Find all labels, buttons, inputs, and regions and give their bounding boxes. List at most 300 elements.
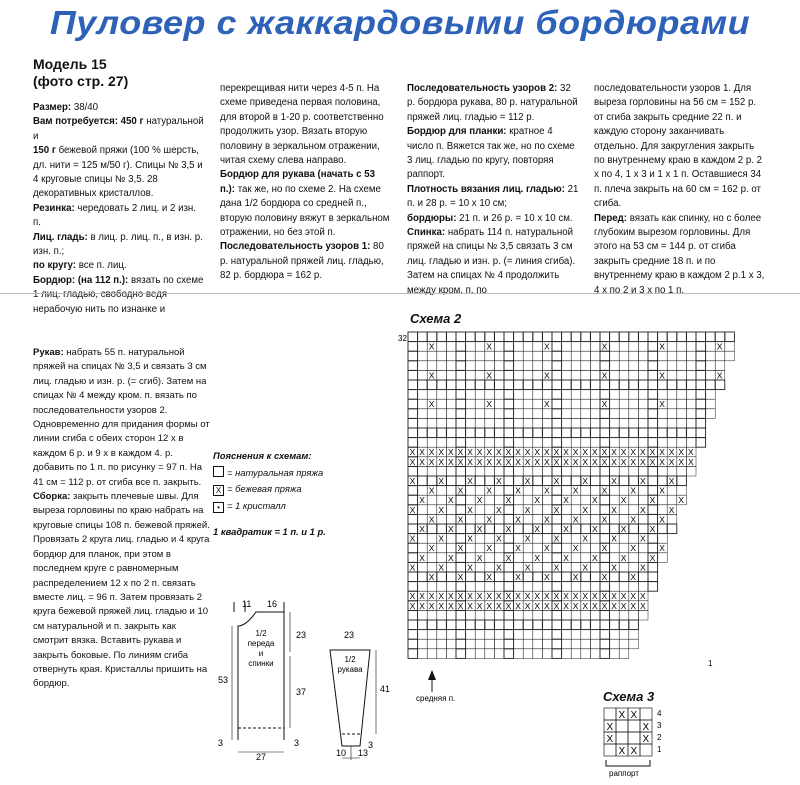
chart-cell [408,370,418,380]
chart-cell [648,505,658,515]
chart-cell [418,610,428,620]
chart-cell [552,610,562,620]
chart-cell [504,639,514,649]
col3-heading: Спинка: [407,227,446,239]
chart-cell [667,466,677,476]
chart-cell [485,380,495,390]
beige-stitch-mark: X [630,572,637,582]
chart-cell [533,534,543,544]
chart-cell [475,332,485,342]
front-fold-left: 3 [218,738,224,748]
chart-cell [456,630,466,640]
chart-cell [504,409,514,419]
beige-stitch-mark: X [659,370,665,381]
chart-cell [648,399,658,409]
chart-cell [523,572,533,582]
chart-cell [514,332,524,342]
beige-stitch-mark: X [640,447,646,458]
chart-cell [619,543,629,553]
page-title: Пуловер с жаккардовыми бордюрами [49,3,751,42]
scheme3-stitch-mark: X [642,734,650,745]
chart-cell [542,534,552,544]
beige-stitch-mark: X [457,591,464,602]
chart-cell [658,505,668,515]
beige-stitch-mark: X [428,341,435,352]
col1-paragraph [33,259,205,273]
beige-stitch-mark: X [467,476,473,486]
chart-cell [427,649,437,659]
chart-cell [629,418,639,428]
beige-stitch-mark: X [496,456,502,467]
chart-cell [658,476,668,486]
beige-swatch: X [213,485,224,496]
chart-cell [542,361,552,371]
chart-cell [408,524,418,534]
chart-cell [523,486,533,496]
chart-cell [456,476,466,486]
beige-stitch-mark: X [419,456,425,467]
chart-cell [504,572,514,582]
chart-cell [523,630,533,640]
beige-stitch-mark: X [524,504,531,515]
chart-cell [475,562,485,572]
chart-cell [408,639,418,649]
chart-cell [552,438,562,448]
col2-paragraph [220,82,390,168]
text-column-1 [33,101,205,317]
front-width1: 11 [242,599,252,609]
chart-cell [494,514,504,524]
chart-cell [590,572,600,582]
chart-cell [494,610,504,620]
scheme3-row-3: 3 [657,721,662,730]
beige-stitch-mark: X [534,495,541,506]
chart-cell [494,428,504,438]
chart-cell [571,524,581,534]
beige-stitch-mark: X [457,572,464,582]
chart-cell [494,630,504,640]
chart-cell [619,476,629,486]
col4-paragraph [594,212,766,298]
chart-cell [437,514,447,524]
beige-stitch-mark: X [505,495,512,506]
chart-cell [696,361,706,371]
beige-stitch-mark: X [563,495,569,506]
chart-cell [485,438,495,448]
chart-cell [590,486,600,496]
chart-cell [427,428,437,438]
chart-cell [658,466,668,476]
chart-cell [638,342,648,352]
beige-stitch-mark: X [496,447,502,458]
beige-stitch-mark: X [419,552,425,563]
sleeve-label-1: 1/2 [344,655,356,664]
beige-stitch-mark: X [534,447,541,458]
chart-cell [600,495,610,505]
chart-cell [696,342,706,352]
chart-cell [475,534,485,544]
chart-cell [408,514,418,524]
chart-cell [437,409,447,419]
chart-cell [677,409,687,419]
chart-cell [533,582,543,592]
chart-cell [610,466,620,476]
chart-cell [418,399,428,409]
chart-cell [446,505,456,515]
col4-text: вязать как спинку, но с более глубоким вырезом горловины. Для этого на 53 см = 144 р. от сгиба закрыть средние 18 п. и по внутреннему краю в каждом 2 р.1 х 3, 4 х по 2 и 3 х по 1 п. [594,212,765,296]
chart-cell [485,639,495,649]
chart-cell [475,399,485,409]
chart-cell [466,342,476,352]
beige-stitch-mark: X [419,495,425,506]
beige-stitch-mark: X [592,447,598,458]
chart-cell [456,370,466,380]
beige-stitch-mark: X [544,370,550,381]
chart-cell [446,630,456,640]
beige-stitch-mark: X [659,399,665,410]
chart-cell [667,514,677,524]
col1-heading: Лиц. гладь: [33,231,88,243]
chart-cell [475,390,485,400]
chart-cell [686,390,696,400]
beige-stitch-mark: X [649,456,656,467]
beige-stitch-mark: X [524,476,531,486]
beige-stitch-mark: X [601,447,608,458]
chart-cell [514,418,524,428]
chart-cell [686,399,696,409]
chart-cell [408,630,418,640]
chart-cell [475,582,485,592]
chart-cell [504,486,514,496]
chart-cell [418,361,428,371]
scheme3-cell [616,720,628,732]
chart-cell [533,351,543,361]
chart-cell [629,505,639,515]
chart-cell [446,428,456,438]
chart-cell [542,495,552,505]
chart-cell [475,409,485,419]
beige-stitch-mark: X [428,572,435,582]
front-label-3: и [258,649,264,658]
chart-cell [514,380,524,390]
chart-cell [408,553,418,563]
beige-stitch-mark: X [496,476,502,486]
beige-stitch-mark: X [505,591,512,602]
chart-cell [504,505,514,515]
chart-cell [466,610,476,620]
chart-cell [571,610,581,620]
chart-cell [581,524,591,534]
chart-cell [590,428,600,438]
beige-stitch-mark: X [448,456,454,467]
chart-cell [437,438,447,448]
beige-stitch-mark: X [409,562,416,573]
chart-cell [590,610,600,620]
chart-cell [437,543,447,553]
chart-cell [638,428,648,438]
chart-cell [466,351,476,361]
beige-stitch-mark: X [428,591,435,602]
chart-cell [571,418,581,428]
chart-cell [456,562,466,572]
chart-cell [581,438,591,448]
col1-paragraph [33,202,205,231]
chart-cell [667,438,677,448]
chart-cell [581,380,591,390]
sleeve-label-2: рукава [337,665,363,674]
chart-cell [514,524,524,534]
chart-cell [600,390,610,400]
chart-cell [504,534,514,544]
col3-paragraph [407,125,579,183]
beige-stitch-mark: X [592,591,598,602]
chart-cell [706,332,716,342]
chart-cell [629,332,639,342]
chart-cell [696,332,706,342]
col3-text: 32 р. бордюра рукава, 80 р. натуральной пряжей лиц. гладью = 112 р. [407,83,578,123]
chart-cell [610,486,620,496]
beige-stitch-mark: X [486,572,493,582]
beige-stitch-mark: X [534,600,541,611]
chart-cell [523,370,533,380]
chart-cell [571,390,581,400]
chart-cell [504,630,514,640]
chart-cell [533,332,543,342]
chart-cell [581,361,591,371]
chart-cell [466,428,476,438]
chart-cell [475,476,485,486]
chart-cell [600,409,610,419]
chart-cell [696,438,706,448]
chart-cell [610,495,620,505]
chart-cell [504,514,514,524]
chart-cell [475,610,485,620]
chart-cell [648,361,658,371]
chart-cell [446,399,456,409]
chart-cell [619,630,629,640]
chart-cell [514,466,524,476]
beige-stitch-mark: X [611,562,617,573]
chart-cell [600,351,610,361]
beige-stitch-mark: X [409,533,416,544]
chart-cell [590,630,600,640]
beige-stitch-mark: X [419,600,425,611]
chart-cell [552,620,562,630]
beige-stitch-mark: X [448,591,454,602]
beige-stitch-mark: X [572,600,579,611]
chart-cell [610,428,620,438]
chart-cell [542,390,552,400]
chart-cell [408,572,418,582]
chart-cell [437,332,447,342]
chart-cell [427,409,437,419]
beige-stitch-mark: X [486,514,493,525]
scheme3-row-4: 4 [657,709,662,718]
chart-cell [667,524,677,534]
chart-cell [514,399,524,409]
chart-cell [648,486,658,496]
beige-stitch-mark: X [668,447,675,458]
legend-title: Пояснения к схемам: [213,450,312,461]
chart-cell [715,351,725,361]
chart-cell [706,399,716,409]
chart-cell [552,409,562,419]
chart-cell [418,562,428,572]
beige-stitch-mark: X [515,447,521,458]
chart-cell [523,639,533,649]
beige-stitch-mark: X [438,591,445,602]
chart-cell [523,495,533,505]
chart-cell [533,370,543,380]
beige-stitch-mark: X [544,591,550,602]
chart-cell [552,418,562,428]
chart-cell [408,351,418,361]
chart-cell [571,466,581,476]
legend-crystal: • = 1 кристалл [213,498,393,515]
chart-cell [523,332,533,342]
col5-text: закрыть плечевые швы. Для выреза горловины по краю набрать на круговые спицы 108 п. бежевой пряжей. Провязать 2 круга лиц. гладью и 4 круга бордюр для планок, при этом в последнем круге с равномерным распределением 12 х по 2 п. связать вместе лиц. = 96 п. Затем провязать 2 круга бежевой пряжей лиц. гладью и 10 см натуральной и п. закрыть как смотрит вязка. Вставить рукава и закрыть боковые. По линиям сгиба отвернуть края. Кристаллы пришить на бордюр. [33,491,210,690]
chart-cell [485,649,495,659]
col1-paragraph [33,101,205,115]
chart-cell [408,390,418,400]
chart-cell [456,610,466,620]
chart-cell [571,562,581,572]
chart-cell [408,486,418,496]
chart-cell [552,630,562,640]
chart-cell [658,438,668,448]
chart-cell [571,476,581,486]
col3-paragraph [407,212,579,226]
beige-stitch-mark: X [668,504,675,515]
text-column-5 [33,346,211,692]
front-label-2: переда [247,639,275,648]
chart-cell [658,428,668,438]
chart-cell [533,342,543,352]
beige-stitch-mark: X [640,476,646,486]
chart-cell [610,610,620,620]
chart-cell [686,466,696,476]
front-total-height: 53 [218,675,229,685]
chart-cell [619,534,629,544]
col5-heading: Рукав: [33,347,64,358]
chart-cell [562,543,572,553]
chart-cell [562,639,572,649]
beige-stitch-mark: X [716,370,723,381]
chart-cell [504,438,514,448]
chart-cell [504,428,514,438]
chart-cell [629,438,639,448]
chart-cell [542,582,552,592]
col5-text: набрать 55 п. натуральной пряжей на спицах № 3,5 и связать 3 см лиц. гладью и изн. р. (= сгиб). Затем на спицах № 4 между кром. п. вязать по последовательности узоров 2. Одновременно для придания формы от линии сгиба с обеих сторон 12 х в каждом 6 р. и 9 х в каждом 4. р. добавить по 1 п. по рисунку = 97 п. На 41 см = 112 р. от сгиба все п. закрыть. [33,347,210,488]
chart-cell [485,351,495,361]
chart-cell [619,409,629,419]
chart-cell [494,495,504,505]
beige-stitch-mark: X [428,447,435,458]
chart-cell [418,466,428,476]
chart-cell [552,361,562,371]
chart-cell [504,399,514,409]
col1-heading: 150 г [33,145,56,157]
beige-stitch-mark: X [582,447,589,458]
model-photo-ref: (фото стр. 27) [33,73,129,89]
chart-cell [456,524,466,534]
scheme3-cell [616,732,628,744]
chart-cell [418,620,428,630]
chart-cell [533,649,543,659]
chart-cell [427,466,437,476]
col4-paragraph [594,82,766,212]
chart-cell [571,649,581,659]
chart-cell [629,390,639,400]
chart-cell [610,620,620,630]
scheme3-cell [640,708,652,720]
chart-cell [629,351,639,361]
chart-cell [581,351,591,361]
chart-cell [677,486,687,496]
beige-stitch-mark: X [563,600,569,611]
chart-cell [437,649,447,659]
beige-stitch-mark: X [659,456,665,467]
col3-paragraph [407,226,579,298]
chart-cell [725,351,735,361]
chart-cell [533,610,543,620]
beige-stitch-mark: X [515,572,521,582]
beige-stitch-mark: X [534,456,541,467]
chart-cell [648,428,658,438]
chart-cell [629,361,639,371]
chart-cell [562,428,572,438]
chart-cell [418,409,428,419]
chart-cell [667,495,677,505]
beige-stitch-mark: X [428,370,435,381]
chart-cell [523,524,533,534]
beige-stitch-mark: X [640,533,646,544]
beige-stitch-mark: X [630,514,637,525]
chart-cell [571,409,581,419]
chart-cell [418,380,428,390]
chart-cell [590,639,600,649]
chart-cell [475,438,485,448]
col4-heading: Перед: [594,212,628,224]
chart-cell [456,351,466,361]
chart-cell [494,572,504,582]
chart-cell [494,649,504,659]
chart-cell [648,476,658,486]
chart-cell [590,582,600,592]
chart-cell [552,342,562,352]
legend-natural: = натуральная пряжа [213,465,393,482]
chart-cell [514,495,524,505]
sleeve-bottom-1: 10 [336,748,347,758]
chart-cell [514,370,524,380]
chart-cell [418,514,428,524]
beige-stitch-mark: X [640,504,646,515]
beige-stitch-mark: X [553,504,560,515]
col2-heading: Последовательность узоров 1: [220,241,371,253]
beige-stitch-mark: X [649,447,656,458]
chart-cell [456,639,466,649]
chart-cell [610,524,620,534]
chart-cell [562,562,572,572]
beige-stitch-mark: X [601,514,608,525]
beige-stitch-mark: X [467,447,473,458]
beige-stitch-mark: X [659,543,665,554]
chart-cell [706,390,716,400]
chart-cell [648,342,658,352]
sleeve-fold: 3 [368,740,374,750]
beige-stitch-mark: X [457,514,464,525]
chart-cell [437,418,447,428]
